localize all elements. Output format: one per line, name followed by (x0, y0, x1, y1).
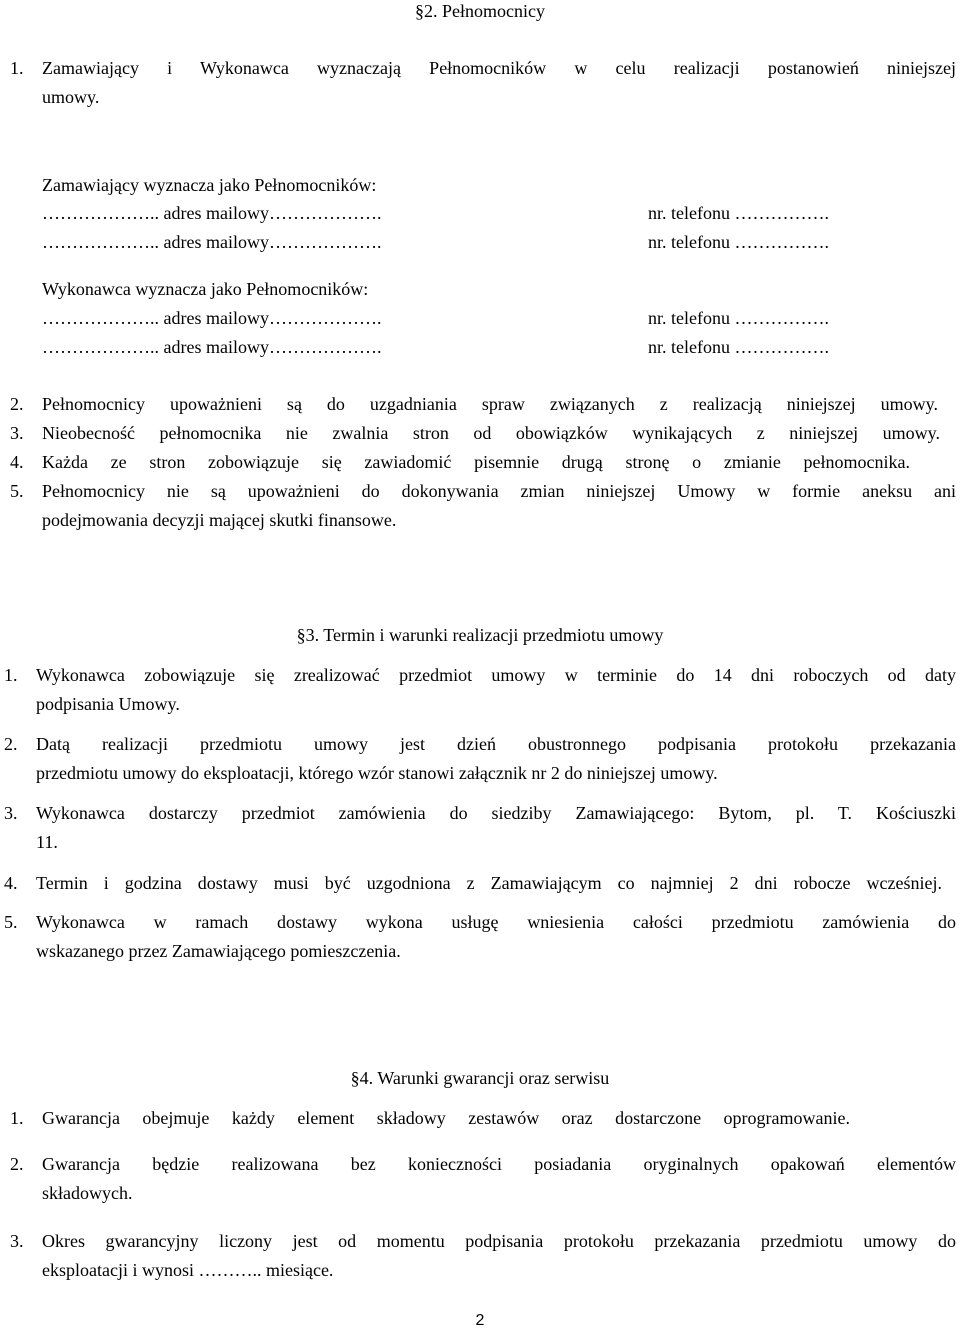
s3-item2-line2: przedmiotu umowy do eksploatacji, którego wzór stanowi załącznik nr 2 do niniejszej umowy. (36, 763, 718, 783)
s3-item5-line1: Wykonawca w ramach dostawy wykona usługę wniesienia całości przedmiotu zamówienia do (36, 912, 956, 932)
s4-item1-num: 1. (10, 1108, 24, 1128)
s4-item3-num: 3. (10, 1231, 24, 1251)
s2-item3-text: Nieobecność pełnomocnika nie zwalnia stron od obowiązków wynikających z niniejszej umowy. (42, 423, 940, 443)
s2-p1-line2: umowy. (42, 87, 100, 107)
wyk-row1-email: ……………….. adres mailowy………………. (42, 308, 382, 328)
s2-item2-num: 2. (10, 394, 24, 414)
page-number: 2 (475, 1312, 485, 1329)
s3-item4-num: 4. (4, 873, 18, 893)
s3-item3-num: 3. (4, 803, 18, 823)
s2-item2-text: Pełnomocnicy upoważnieni są do uzgadniania spraw związanych z realizacją niniejszej umowy. (42, 394, 938, 414)
s3-item2-num: 2. (4, 734, 18, 754)
section2-heading: §2. Pełnomocnicy (415, 1, 545, 21)
s4-item1-text: Gwarancja obejmuje każdy element składowy zestawów oraz dostarczone oprogramowanie. (42, 1108, 850, 1128)
wyk-row1-phone: nr. telefonu ……………. (648, 308, 829, 328)
s2-p1-num: 1. (10, 58, 24, 78)
s3-item1-line1: Wykonawca zobowiązuje się zrealizować przedmiot umowy w terminie do 14 dni roboczych od daty (36, 665, 956, 685)
wyk-row2-phone: nr. telefonu ……………. (648, 337, 829, 357)
s3-item1-line2: podpisania Umowy. (36, 694, 180, 714)
zamawiajacy-label: Zamawiający wyznacza jako Pełnomocników: (42, 175, 377, 195)
s4-item2-line1: Gwarancja będzie realizowana bez konieczności posiadania oryginalnych opakowań elementów (42, 1154, 956, 1174)
zam-row1-email: ……………….. adres mailowy………………. (42, 203, 382, 223)
s2-item5-line1: Pełnomocnicy nie są upoważnieni do dokonywania zmian niniejszej Umowy w formie aneksu ani (42, 481, 956, 501)
zam-row2-phone: nr. telefonu ……………. (648, 232, 829, 252)
zam-row1-phone: nr. telefonu ……………. (648, 203, 829, 223)
s2-item4-text: Każda ze stron zobowiązuje się zawiadomić pisemnie drugą stronę o zmianie pełnomocnika. (42, 452, 910, 472)
s2-item4-num: 4. (10, 452, 24, 472)
s4-item3-line2: eksploatacji i wynosi ……….. miesiące. (42, 1260, 334, 1280)
s2-p1-line1: Zamawiający i Wykonawca wyznaczają Pełnomocników w celu realizacji postanowień niniejszej (42, 58, 956, 78)
s4-item2-num: 2. (10, 1154, 24, 1174)
s2-item5-line2: podejmowania decyzji mającej skutki finansowe. (42, 510, 397, 530)
s3-item5-line2: wskazanego przez Zamawiającego pomieszczenia. (36, 941, 401, 961)
wykonawca-label: Wykonawca wyznacza jako Pełnomocników: (42, 279, 369, 299)
s3-item3-line2: 11. (36, 832, 58, 852)
s3-item1-num: 1. (4, 665, 18, 685)
s2-item3-num: 3. (10, 423, 24, 443)
s2-item5-num: 5. (10, 481, 24, 501)
section3-heading: §3. Termin i warunki realizacji przedmiotu umowy (296, 625, 664, 645)
s3-item2-line1: Datą realizacji przedmiotu umowy jest dzień obustronnego podpisania protokołu przekazania (36, 734, 956, 754)
s3-item4-text: Termin i godzina dostawy musi być uzgodniona z Zamawiającym co najmniej 2 dni robocze wcześniej. (36, 873, 942, 893)
s4-item3-line1: Okres gwarancyjny liczony jest od momentu podpisania protokołu przekazania przedmiotu umowy do (42, 1231, 956, 1251)
wyk-row2-email: ……………….. adres mailowy………………. (42, 337, 382, 357)
s3-item3-line1: Wykonawca dostarczy przedmiot zamówienia do siedziby Zamawiającego: Bytom, pl. T. Kościuszki (36, 803, 956, 823)
s3-item5-num: 5. (4, 912, 18, 932)
s4-item2-line2: składowych. (42, 1183, 133, 1203)
section4-heading: §4. Warunki gwarancji oraz serwisu (350, 1068, 610, 1088)
zam-row2-email: ……………….. adres mailowy………………. (42, 232, 382, 252)
